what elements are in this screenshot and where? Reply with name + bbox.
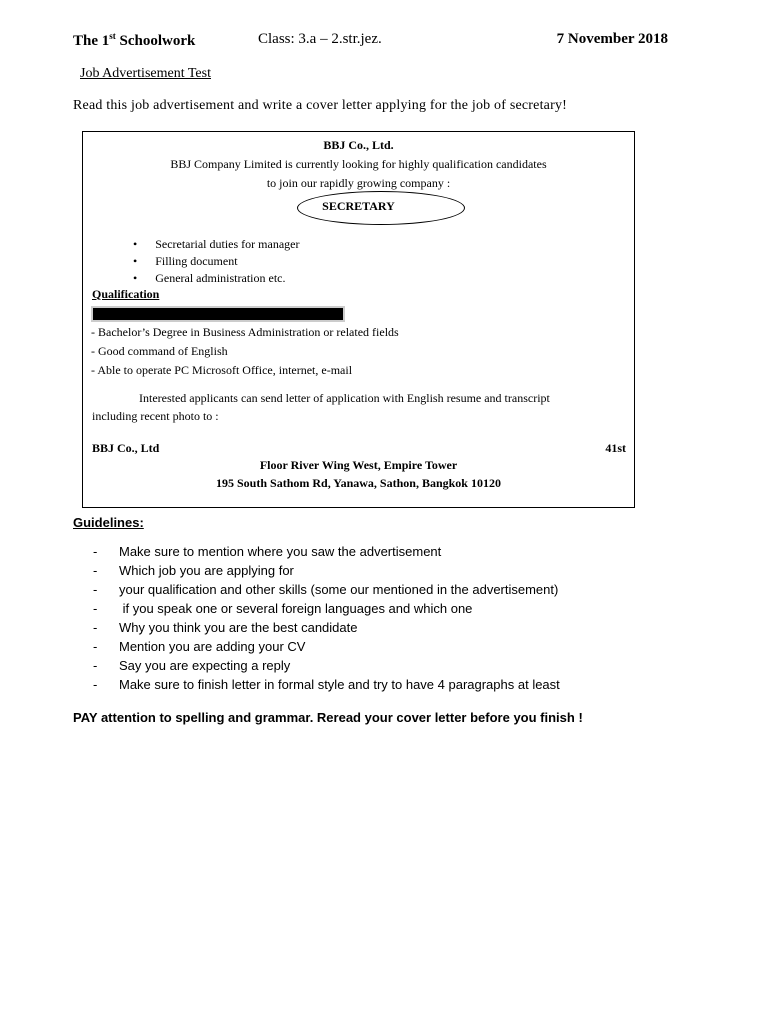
guideline-text: your qualification and other skills (some our mentioned in the advertisement) xyxy=(119,582,559,597)
duty-text: General administration etc. xyxy=(155,271,286,285)
guideline-item: - Say you are expecting a reply xyxy=(93,658,291,673)
guideline-text: Say you are expecting a reply xyxy=(119,658,291,673)
address-line-1: Floor River Wing West, Empire Tower xyxy=(259,458,458,472)
guideline-item: - Which job you are applying for xyxy=(93,563,294,578)
ad-intro-2: to join our rapidly growing company : xyxy=(266,176,451,190)
ad-company: BBJ Co., Ltd. xyxy=(323,138,394,152)
duty-item: • General administration etc. xyxy=(133,271,286,285)
duty-item: • Secretarial duties for manager xyxy=(133,237,300,251)
qualification-item: - Able to operate PC Microsoft Office, internet, e-mail xyxy=(91,363,353,377)
duties-list xyxy=(133,236,299,287)
ad-intro-1: BBJ Company Limited is currently looking for highly qualification candidates xyxy=(170,157,547,171)
duty-text: Filling document xyxy=(155,254,238,268)
guideline-item: - Make sure to finish letter in formal style and try to have 4 paragraphs at least xyxy=(93,677,560,692)
title-text: The 1 xyxy=(73,33,110,49)
title-sup: st xyxy=(109,31,116,41)
guideline-text: Make sure to mention where you saw the advertisement xyxy=(119,544,442,559)
title-text-rest: Schoolwork xyxy=(115,33,196,49)
guideline-text: Which job you are applying for xyxy=(119,563,294,578)
header-date: 7 November 2018 xyxy=(556,31,668,47)
guidelines-heading: Guidelines: xyxy=(73,515,144,530)
apply-text-1: Interested applicants can send letter of application with English resume and transcript xyxy=(139,391,550,405)
guideline-item: - your qualification and other skills (some our mentioned in the advertisement) xyxy=(93,582,559,597)
guideline-text: Make sure to finish letter in formal style and try to have 4 paragraphs at least xyxy=(119,677,560,692)
guideline-item: - if you speak one or several foreign languages and which one xyxy=(93,601,473,616)
subtitle: Job Advertisement Test xyxy=(80,66,211,81)
ad-position: SECRETARY xyxy=(322,199,395,213)
guideline-text: if you speak one or several foreign languages and which one xyxy=(119,601,473,616)
qualification-list xyxy=(91,323,399,380)
guideline-text: Mention you are adding your CV xyxy=(119,639,306,654)
redaction-bar xyxy=(91,306,345,322)
guideline-text: Why you think you are the best candidate xyxy=(119,620,358,635)
header-class: Class: 3.a – 2.str.jez. xyxy=(258,31,382,47)
job-advertisement xyxy=(82,131,635,508)
duty-item: • Filling document xyxy=(133,254,238,268)
guideline-item: - Mention you are adding your CV xyxy=(93,639,306,654)
guideline-item: - Why you think you are the best candidate xyxy=(93,620,358,635)
qualification-item: - Bachelor’s Degree in Business Administration or related fields xyxy=(91,325,399,339)
qualification-heading: Qualification xyxy=(92,287,160,301)
instruction: Read this job advertisement and write a cover letter applying for the job of secretary! xyxy=(73,98,568,113)
header-title xyxy=(73,31,195,50)
address-company: BBJ Co., Ltd xyxy=(92,441,160,455)
footer-note: PAY attention to spelling and grammar. Reread your cover letter before you finish ! xyxy=(73,710,583,725)
address-line-2: 195 South Sathom Rd, Yanawa, Sathon, Bangkok 10120 xyxy=(216,476,501,490)
qualification-item: - Good command of English xyxy=(91,344,228,358)
address-floor: 41st xyxy=(605,441,626,455)
guideline-item: - Make sure to mention where you saw the advertisement xyxy=(93,544,442,559)
duty-text: Secretarial duties for manager xyxy=(155,237,300,251)
apply-text-2: including recent photo to : xyxy=(92,409,219,423)
